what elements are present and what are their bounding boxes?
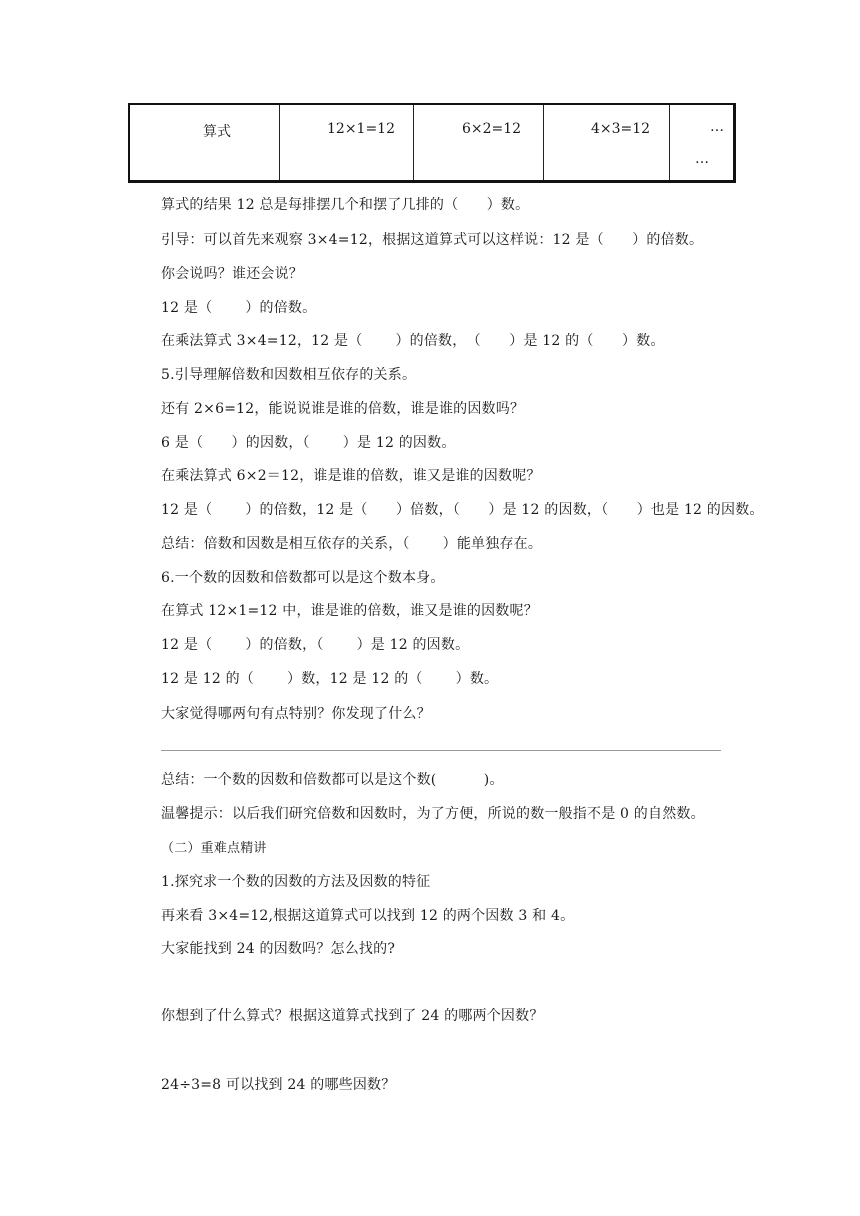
section-heading: （二）重难点精讲 <box>161 841 267 856</box>
equation-table <box>128 103 736 183</box>
table-ellipsis-cell <box>670 105 733 180</box>
table-cell <box>544 105 670 180</box>
text-line: 在乘法算式 6×2＝12，谁是谁的倍数，谁又是谁的因数呢？ <box>161 468 541 484</box>
text-line: 12 是（ ）的倍数，12 是（ ）倍数，（ ）是 12 的因数，（ ）也是 12 的因数。 <box>161 502 764 518</box>
text-line: 12 是（ ）的倍数。 <box>161 300 317 316</box>
text-line: 大家能找到 24 的因数吗？怎么找的? <box>161 941 396 957</box>
table-cell-text: 12×1=12 <box>327 121 395 137</box>
text-line: 算式的结果 12 总是每排摆几个和摆了几排的（ ）数。 <box>161 197 530 213</box>
table-cell <box>280 105 414 180</box>
text-line: 12 是（ ）的倍数，（ ）是 12 的因数。 <box>161 637 470 653</box>
text-line: 大家觉得哪两句有点特别？你发现了什么？ <box>161 706 431 722</box>
table-cell-text: 6×2=12 <box>462 121 522 137</box>
table-header-cell <box>130 105 280 180</box>
table-ellipsis: … <box>710 119 724 135</box>
text-line: 你会说吗？谁还会说？ <box>161 266 303 282</box>
table-cell-text: 4×3=12 <box>591 121 651 137</box>
table-ellipsis: … <box>695 151 709 167</box>
tip-line: 温馨提示：以后我们研究倍数和因数时，为了方便，所说的数一般指不是 0 的自然数。 <box>161 806 705 822</box>
text-line: 还有 2×6=12，能说说谁是谁的倍数，谁是谁的因数吗？ <box>161 401 525 417</box>
text-line: 再来看 3×4=12,根据这道算式可以找到 12 的两个因数 3 和 4。 <box>161 908 575 924</box>
summary-line: 总结：倍数和因数是相互依存的关系，（ ）能单独存在。 <box>161 536 543 552</box>
text-line: 24÷3=8 可以找到 24 的哪些因数？ <box>161 1077 396 1093</box>
text-line: 6 是（ ）的因数，（ ）是 12 的因数。 <box>161 435 456 451</box>
answer-line <box>161 750 721 751</box>
summary-line: 总结：一个数的因数和倍数都可以是这个数( )。 <box>161 772 504 788</box>
text-line: 12 是 12 的（ ）数，12 是 12 的（ ）数。 <box>161 671 499 687</box>
text-line: 你想到了什么算式？根据这道算式找到了 24 的哪两个因数？ <box>161 1008 544 1024</box>
table-header-label: 算式 <box>203 124 231 140</box>
section-heading: 6.一个数的因数和倍数都可以是这个数本身。 <box>161 570 445 586</box>
table-cell <box>414 105 544 180</box>
text-line: 在算式 12×1=12 中，谁是谁的倍数，谁又是谁的因数呢？ <box>161 603 538 619</box>
text-line: 在乘法算式 3×4=12，12 是（ ）的倍数， （ ）是 12 的（ ）数。 <box>161 333 665 349</box>
section-heading: 1.探究求一个数的因数的方法及因数的特征 <box>161 874 431 890</box>
text-line: 引导：可以首先来观察 3×4=12，根据这道算式可以这样说：12 是（ ）的倍数。 <box>161 232 704 248</box>
section-heading: 5.引导理解倍数和因数相互依存的关系。 <box>161 367 417 383</box>
